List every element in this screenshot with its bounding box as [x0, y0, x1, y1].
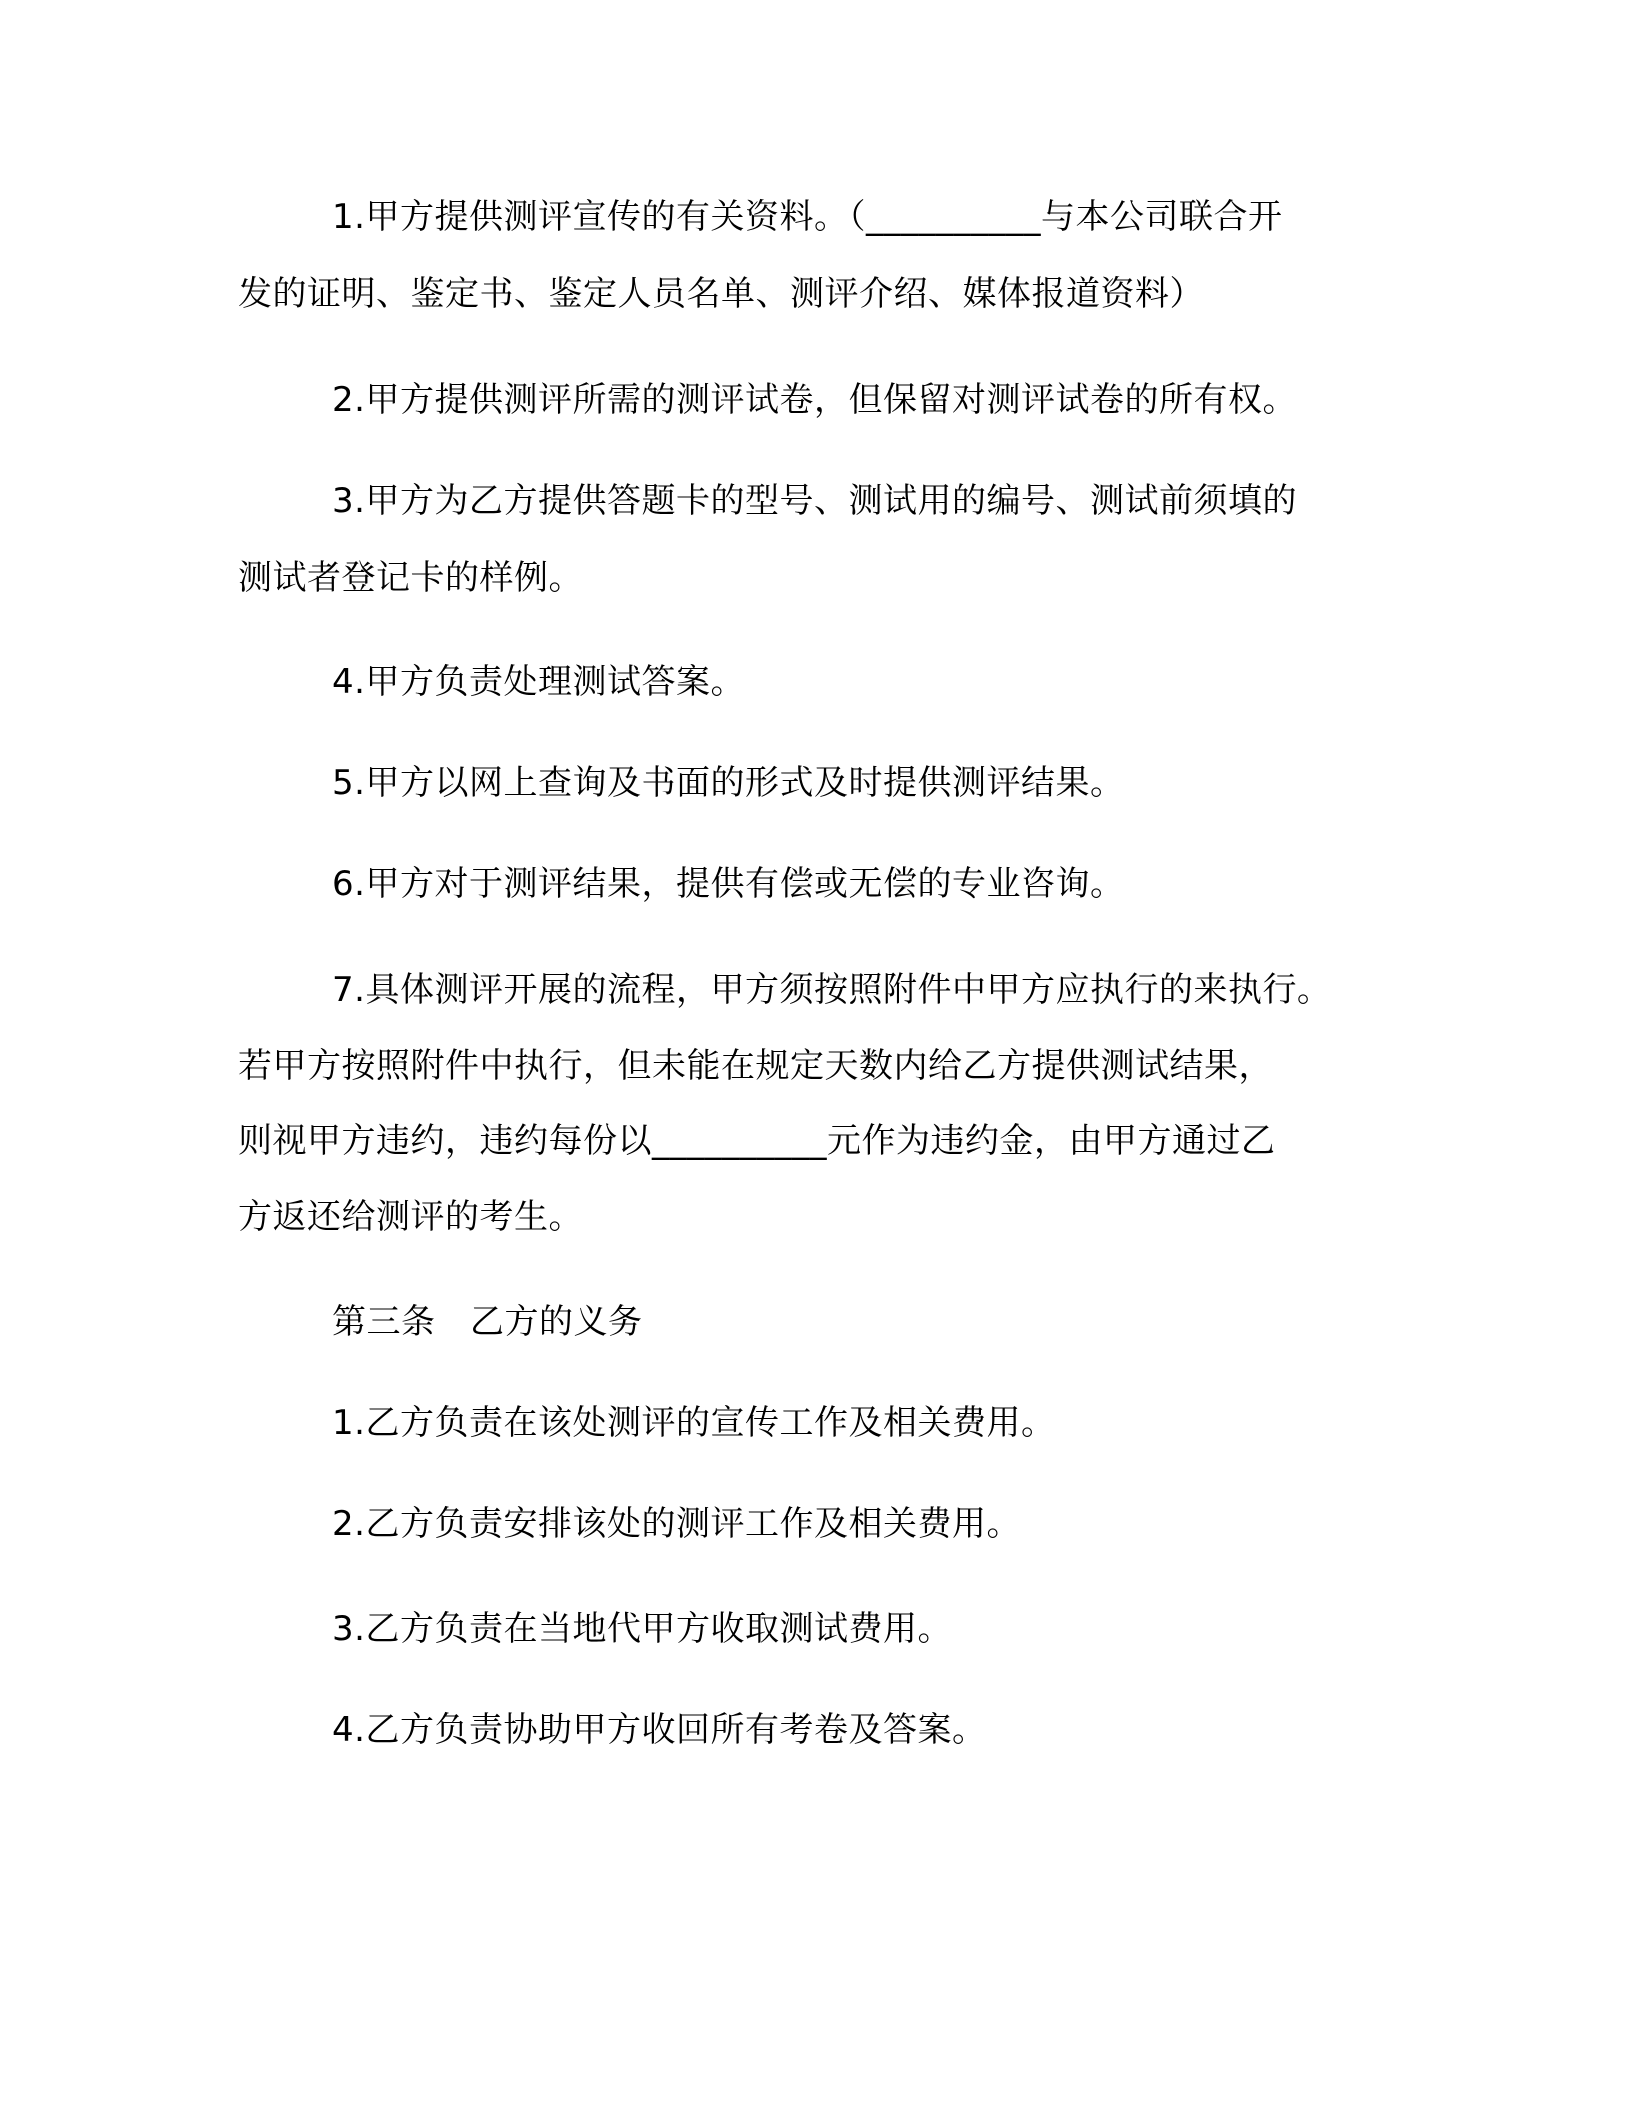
clause-2-item-7-line-4: 方返还给测评的考生。: [238, 1197, 583, 1237]
clause-2-item-1-line-2: 发的证明、鉴定书、鉴定人员名单、测评介绍、媒体报道资料）: [238, 274, 1204, 314]
clause-2-item-3-line-1: 3.甲方为乙方提供答题卡的型号、测试用的编号、测试前须填的: [332, 481, 1297, 521]
clause-2-item-7-line-2: 若甲方按照附件中执行，但未能在规定天数内给乙方提供测试结果，: [238, 1046, 1273, 1086]
clause-2-item-6: 6.甲方对于测评结果，提供有偿或无偿的专业咨询。: [332, 864, 1125, 904]
clause-2-item-5: 5.甲方以网上查询及书面的形式及时提供测评结果。: [332, 763, 1125, 803]
clause-2-item-2: 2.甲方提供测评所需的测评试卷，但保留对测评试卷的所有权。: [332, 380, 1297, 420]
clause-3-item-3: 3.乙方负责在当地代甲方收取测试费用。: [332, 1609, 952, 1649]
clause-3-item-4: 4.乙方负责协助甲方收回所有考卷及答案。: [332, 1710, 987, 1750]
clause-3-item-1: 1.乙方负责在该处测评的宣传工作及相关费用。: [332, 1403, 1056, 1443]
clause-2-item-7-line-1: 7.具体测评开展的流程，甲方须按照附件中甲方应执行的来执行。: [332, 970, 1332, 1010]
clause-3-item-2: 2.乙方负责安排该处的测评工作及相关费用。: [332, 1504, 1021, 1544]
clause-2-item-4: 4.甲方负责处理测试答案。: [332, 662, 745, 702]
clause-2-item-7-line-3: 则视甲方违约，违约每份以__________元作为违约金，由甲方通过乙: [238, 1121, 1276, 1161]
clause-2-item-1-line-1: 1.甲方提供测评宣传的有关资料。（__________与本公司联合开: [332, 197, 1283, 237]
clause-2-item-3-line-2: 测试者登记卡的样例。: [238, 558, 583, 598]
clause-3-heading: 第三条 乙方的义务: [332, 1302, 643, 1342]
